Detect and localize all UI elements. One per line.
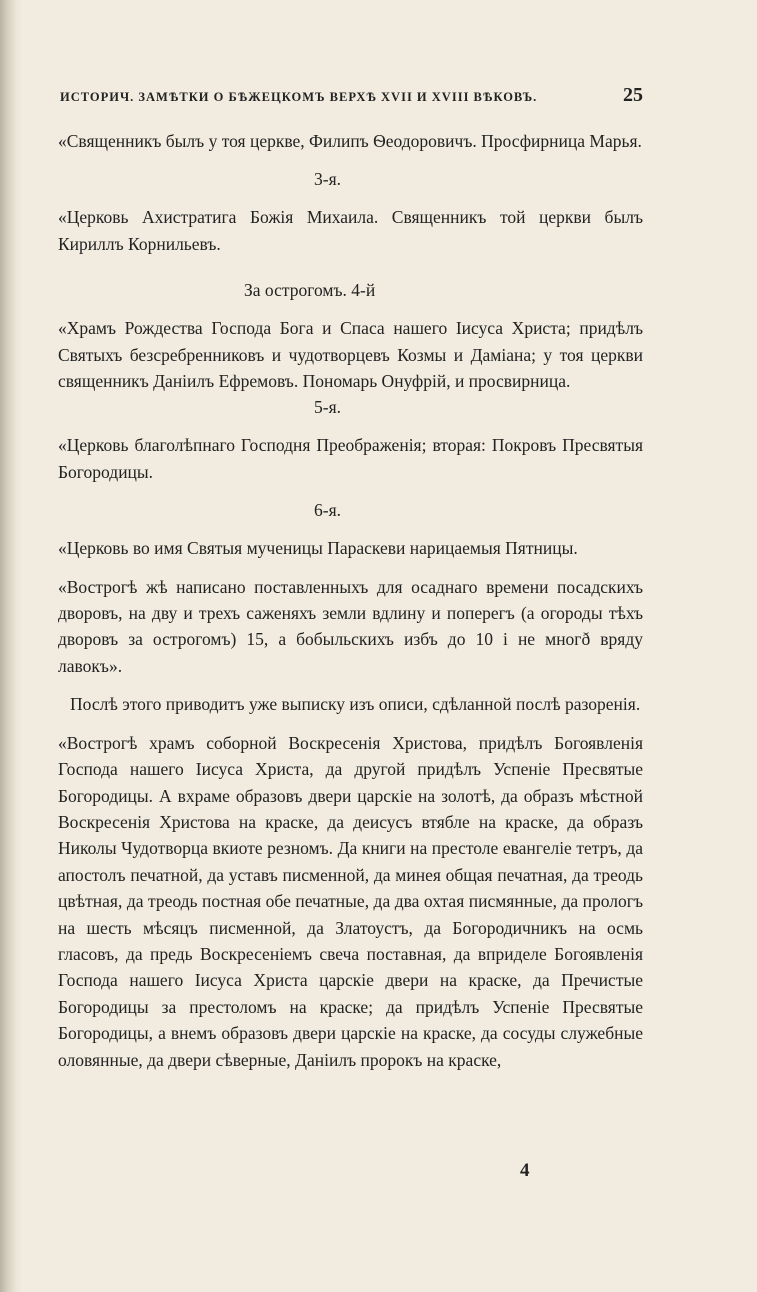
paragraph: «Церковь Ахистратига Божія Михаила. Священникъ той церкви былъ Кириллъ Корнильевъ. bbox=[58, 207, 643, 254]
section-heading: 3-я. bbox=[314, 169, 342, 190]
paragraph: «Священникъ былъ у тоя церкве, Филипъ Ѳеодоровичъ. Просфирница Марья. bbox=[58, 131, 642, 151]
paragraph: «Церковь благолѣпнаго Господня Преображенія; вторая: Покровъ Пресвятыя Богородицы. bbox=[58, 435, 643, 482]
paragraph: Послѣ этого приводитъ уже выписку изъ описи, сдѣланной послѣ разоренія. bbox=[70, 694, 641, 715]
section-heading: 6-я. bbox=[314, 500, 342, 521]
page-binding-shadow bbox=[0, 0, 22, 1292]
paragraph: «Вострогѣ храмъ соборной Воскресенія Христова, придѣлъ Богоявленія Господа нашего Іисуса Христа, да другой придѣлъ Успеніе Пресвятые Богородицы. А вхраме образовъ двери царскіе на золотѣ, да образъ мѣстной Воскресенія Христова на краске, да деисусъ втябле на краске, да образъ Николы Чудотворца вкиоте резномъ. Да книги на престоле евангеліе тетръ, да апостолъ печатной, да уставъ писменной, да минея общая печатная, да треодь цвѣтная, да треодь постная обе печатные, да два охтая писмянные, да прологъ на шесть мѣсяцъ писменной, да Златоустъ, да Богородичникъ на осмь гласовъ, да предь Воскресеніемъ свеча поставная, да вприделе Богоявленія Господа нашего Іисуса Христа царскіе двери на краске, да Пречистые Богородицы за престоломъ на краске; да придѣлъ Успеніе Пресвятые Богородицы, а внемъ образовъ двери царскіе на краске, да сосуды служебные оловянные, да двери сѣверные, Даніилъ пророкъ на краске, bbox=[58, 732, 643, 1070]
running-head: ИСТОРИЧ. ЗАМѢТКИ О БѢЖЕЦКОМЪ ВЕРХѢ XVII И XVIII ВѢКОВЪ. bbox=[60, 90, 538, 104]
page-header bbox=[58, 84, 643, 116]
paragraph: «Вострогѣ жѣ написано поставленныхъ для осаднаго времени посадскихъ дворовъ, на дву и трехъ саженяхъ земли вдлину и поперегъ (а огороды тѣхъ дворовъ за острогомъ) 15, а бобыльскихъ избъ до 10 і не многð вряду лавокъ». bbox=[58, 576, 643, 676]
book-page bbox=[58, 84, 643, 1278]
page-number: 25 bbox=[623, 84, 643, 106]
paragraph: «Церковь во имя Святыя мученицы Параскеви нарицаемыя Пятницы. bbox=[58, 538, 578, 559]
section-heading: 5-я. bbox=[314, 397, 342, 418]
paragraph: «Храмъ Рождества Господа Бога и Спаса нашего Іисуса Христа; придѣлъ Святыхъ безсребренниковъ и чудотворцевъ Козмы и Даміана; у тоя церкви священникъ Даніилъ Ефремовъ. Пономарь Онуфрій, и просвирница. bbox=[58, 318, 643, 392]
section-heading: За острогомъ. 4-й bbox=[244, 280, 376, 301]
body-text bbox=[58, 128, 643, 1073]
signature-mark: 4 bbox=[520, 1160, 530, 1181]
